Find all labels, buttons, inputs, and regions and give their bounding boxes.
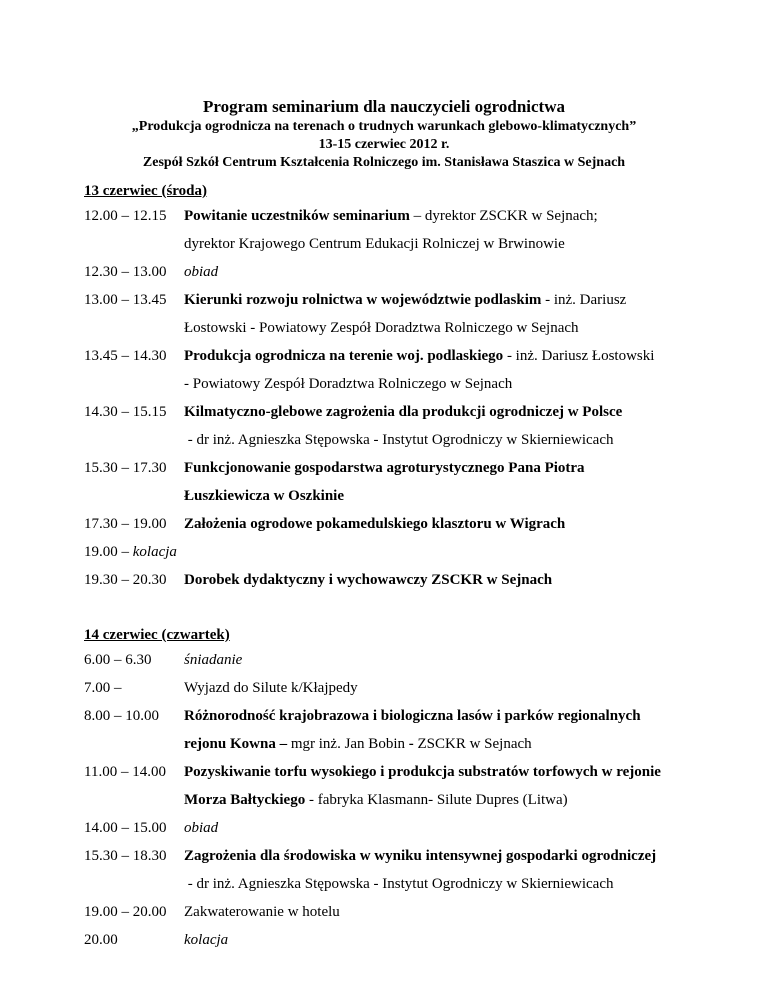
agenda-desc: kolacja (132, 544, 177, 560)
agenda-desc-cont: - Powiatowy Zespół Doradztwa Rolniczego w Sejnach (184, 376, 513, 392)
title-block (0, 96, 768, 172)
agenda-desc-cont: rejonu Kowna – mgr inż. Jan Bobin - ZSCKR w Sejnach (184, 736, 532, 752)
agenda-time: 14.30 – 15.15 (84, 404, 167, 420)
agenda-desc: Zagrożenia dla środowiska w wyniku intensywnej gospodarki ogrodniczej (184, 848, 657, 864)
agenda-desc: Kierunki rozwoju rolnictwa w województwie podlaskim - inż. Dariusz (184, 292, 627, 308)
seminar-theme: „Produkcja ogrodnicza na terenach o trudnych warunkach glebowo-klimatycznych” (131, 119, 637, 134)
agenda-desc-cont: - dr inż. Agnieszka Stępowska - Instytut Ogrodniczy w Skierniewicach (184, 876, 614, 892)
agenda-time: 20.00 (84, 932, 118, 948)
agenda-time: 8.00 – 10.00 (84, 708, 159, 724)
day1-heading: 13 czerwiec (środa) (84, 183, 208, 199)
agenda-time: 15.30 – 18.30 (84, 848, 167, 864)
agenda-desc-cont: - dr inż. Agnieszka Stępowska - Instytut Ogrodniczy w Skierniewicach (184, 432, 614, 448)
page-title: Program seminarium dla nauczycieli ogrodnictwa (202, 97, 565, 116)
agenda-desc-cont: Łostowski - Powiatowy Zespół Doradztwa Rolniczego w Sejnach (184, 320, 579, 336)
agenda-time: 11.00 – 14.00 (84, 764, 166, 780)
day2-heading: 14 czerwiec (czwartek) (84, 627, 230, 643)
agenda-desc-cont: Łuszkiewicza w Oszkinie (184, 488, 344, 504)
agenda-desc: Kilmatyczno-glebowe zagrożenia dla produkcji ogrodniczej w Polsce (184, 404, 623, 420)
agenda-desc: kolacja (184, 932, 229, 948)
agenda-desc: obiad (184, 264, 219, 280)
agenda-time: 19.30 – 20.30 (84, 572, 167, 588)
agenda-time: 12.00 – 12.15 (84, 208, 167, 224)
agenda-desc-cont: dyrektor Krajowego Centrum Edukacji Rolniczej w Brwinowie (184, 236, 565, 252)
agenda-time: 14.00 – 15.00 (84, 820, 167, 836)
agenda-desc-cont: Morza Bałtyckiego - fabryka Klasmann- Silute Dupres (Litwa) (184, 792, 568, 808)
agenda-desc: Różnorodność krajobrazowa i biologiczna lasów i parków regionalnych (184, 708, 641, 724)
seminar-venue: Zespół Szkół Centrum Kształcenia Rolniczego im. Stanisława Staszica w Sejnach (142, 155, 626, 170)
agenda-desc: Produkcja ogrodnicza na terenie woj. podlaskiego - inż. Dariusz Łostowski (184, 348, 655, 364)
agenda-time: 19.00 – (84, 544, 133, 560)
agenda-time: 13.00 – 13.45 (84, 292, 167, 308)
agenda-desc: Założenia ogrodowe pokamedulskiego klasztoru w Wigrach (184, 516, 566, 532)
seminar-dates: 13-15 czerwiec 2012 r. (318, 137, 450, 152)
agenda-desc: Dorobek dydaktyczny i wychowawczy ZSCKR w Sejnach (184, 572, 553, 588)
agenda-time: 15.30 – 17.30 (84, 460, 167, 476)
agenda-desc: obiad (184, 820, 219, 836)
agenda-time: 6.00 – 6.30 (84, 652, 152, 668)
agenda-time: 12.30 – 13.00 (84, 264, 167, 280)
agenda-row (84, 544, 704, 561)
agenda-time: 19.00 – 20.00 (84, 904, 167, 920)
agenda-desc: Powitanie uczestników seminarium – dyrektor ZSCKR w Sejnach; (184, 208, 598, 224)
agenda-desc: Wyjazd do Silute k/Kłajpedy (184, 680, 358, 696)
agenda-time: 7.00 – (84, 680, 122, 696)
agenda-time: 17.30 – 19.00 (84, 516, 167, 532)
agenda-desc: Zakwaterowanie w hotelu (184, 904, 340, 920)
agenda-desc: śniadanie (184, 652, 243, 668)
agenda-desc: Funkcjonowanie gospodarstwa agroturystycznego Pana Piotra (184, 460, 585, 476)
agenda-time: 13.45 – 14.30 (84, 348, 167, 364)
agenda-desc: Pozyskiwanie torfu wysokiego i produkcja substratów torfowych w rejonie (184, 764, 661, 780)
